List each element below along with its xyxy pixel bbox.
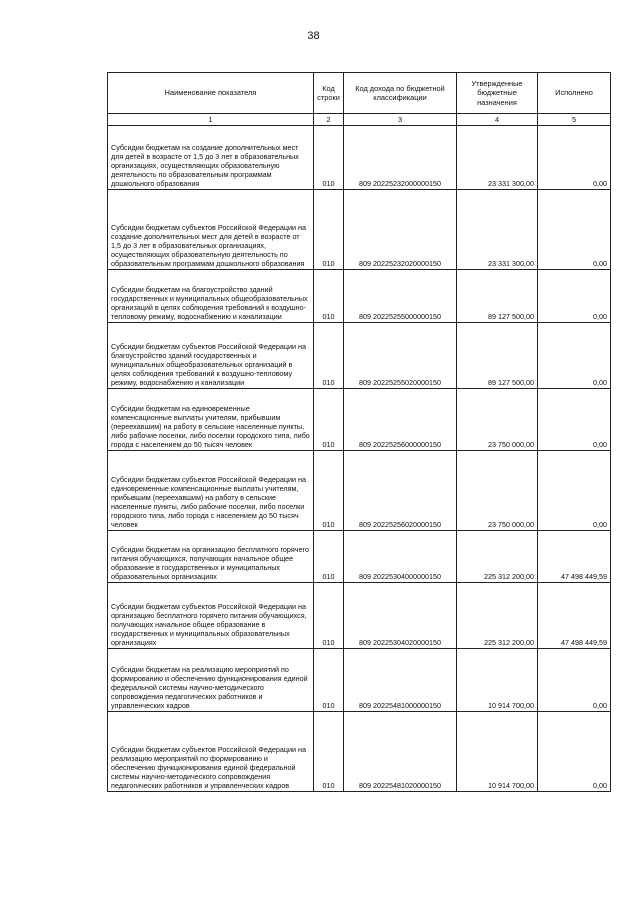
row-approved-cell: 225 312 200,00: [457, 583, 538, 649]
row-name-cell: Субсидии бюджетам субъектов Российской Федерации на создание дополнительных мест для детей в возрасте от 1,5 до 3 лет в образовательных организациях, осуществляющих образовательную деятельность по образовательным программам дошкольного образования: [108, 190, 314, 270]
row-approved-cell: 23 331 300,00: [457, 126, 538, 190]
row-executed-cell: 0,00: [538, 389, 611, 451]
row-executed-cell: 0,00: [538, 649, 611, 712]
row-name-cell: Субсидии бюджетам на создание дополнительных мест для детей в возрасте от 1,5 до 3 лет в образовательных организациях, осуществляющих образовательную деятельность по образовательным программам дошкольного образования: [108, 126, 314, 190]
row-line-code-cell: 010: [314, 451, 344, 531]
row-executed-cell: 47 498 449,59: [538, 583, 611, 649]
table-row: [108, 323, 611, 389]
row-income-code-cell: 809 20225232000000150: [344, 126, 457, 190]
row-line-code-cell: 010: [314, 323, 344, 389]
budget-report-table: [107, 72, 611, 792]
column-number: 3: [344, 114, 457, 126]
row-executed-cell: 0,00: [538, 451, 611, 531]
row-income-code-cell: 809 20225481000000150: [344, 649, 457, 712]
table-body: [108, 126, 611, 792]
header-name: Наименование показателя: [108, 73, 314, 114]
row-income-code-cell: 809 20225255020000150: [344, 323, 457, 389]
row-name-cell: Субсидии бюджетам субъектов Российской Федерации на организацию бесплатного горячего питания обучающихся, получающих начальное общее образование в государственных и муниципальных образовательных организациях: [108, 583, 314, 649]
row-income-code-cell: 809 20225256000000150: [344, 389, 457, 451]
row-approved-cell: 10 914 700,00: [457, 712, 538, 792]
row-line-code-cell: 010: [314, 583, 344, 649]
row-name-cell: Субсидии бюджетам субъектов Российской Федерации на единовременные компенсационные выплаты учителям, прибывшим (переехавшим) на работу в сельские населенные пункты, либо рабочие поселки, либо поселки городского типа, либо города с населением до 50 тысяч человек: [108, 451, 314, 531]
row-executed-cell: 0,00: [538, 190, 611, 270]
row-approved-cell: 23 331 300,00: [457, 190, 538, 270]
row-line-code-cell: 010: [314, 190, 344, 270]
row-income-code-cell: 809 20225255000000150: [344, 270, 457, 323]
row-income-code-cell: 809 20225481020000150: [344, 712, 457, 792]
row-name-cell: Субсидии бюджетам субъектов Российской Федерации на благоустройство зданий государственных и муниципальных общеобразовательных организаций в целях соблюдения требований к воздушно-тепловому режиму, водоснабжению и канализации: [108, 323, 314, 389]
row-executed-cell: 0,00: [538, 712, 611, 792]
table-row: [108, 190, 611, 270]
row-executed-cell: 0,00: [538, 323, 611, 389]
column-number: 2: [314, 114, 344, 126]
row-income-code-cell: 809 20225232020000150: [344, 190, 457, 270]
column-number: 4: [457, 114, 538, 126]
table-row: [108, 583, 611, 649]
row-line-code-cell: 010: [314, 126, 344, 190]
row-line-code-cell: 010: [314, 649, 344, 712]
row-line-code-cell: 010: [314, 712, 344, 792]
header-line-code: Код строки: [314, 73, 344, 114]
row-approved-cell: 23 750 000,00: [457, 389, 538, 451]
row-income-code-cell: 809 20225304000000150: [344, 531, 457, 583]
row-approved-cell: 89 127 500,00: [457, 270, 538, 323]
row-line-code-cell: 010: [314, 389, 344, 451]
row-name-cell: Субсидии бюджетам на реализацию мероприятий по формированию и обеспечению функционирования единой федеральной системы научно-методического сопровождения педагогических работников и управленческих кадров: [108, 649, 314, 712]
table-row: [108, 451, 611, 531]
column-number: 1: [108, 114, 314, 126]
column-number: 5: [538, 114, 611, 126]
row-executed-cell: 0,00: [538, 270, 611, 323]
column-number-row: [108, 114, 611, 126]
row-approved-cell: 225 312 200,00: [457, 531, 538, 583]
row-approved-cell: 89 127 500,00: [457, 323, 538, 389]
row-income-code-cell: 809 20225256020000150: [344, 451, 457, 531]
row-approved-cell: 10 914 700,00: [457, 649, 538, 712]
header-row: [108, 73, 611, 114]
table-row: [108, 649, 611, 712]
table-row: [108, 712, 611, 792]
table-row: [108, 389, 611, 451]
row-executed-cell: 0,00: [538, 126, 611, 190]
row-name-cell: Субсидии бюджетам на организацию бесплатного горячего питания обучающихся, получающих начальное общее образование в государственных и муниципальных образовательных организациях: [108, 531, 314, 583]
row-line-code-cell: 010: [314, 531, 344, 583]
row-income-code-cell: 809 20225304020000150: [344, 583, 457, 649]
page-number: 38: [307, 30, 320, 42]
row-line-code-cell: 010: [314, 270, 344, 323]
row-name-cell: Субсидии бюджетам субъектов Российской Федерации на реализацию мероприятий по формированию и обеспечению функционирования единой федеральной системы научно-методического сопровождения педагогических работников и управленческих кадров: [108, 712, 314, 792]
row-name-cell: Субсидии бюджетам на единовременные компенсационные выплаты учителям, прибывшим (переехавшим) на работу в сельские населенные пункты, либо рабочие поселки, либо поселки городского типа, либо города с населением до 50 тысяч человек: [108, 389, 314, 451]
row-approved-cell: 23 750 000,00: [457, 451, 538, 531]
table-row: [108, 270, 611, 323]
header-executed: Исполнено: [538, 73, 611, 114]
header-approved: Утвержденные бюджетные назначения: [457, 73, 538, 114]
row-executed-cell: 47 498 449,59: [538, 531, 611, 583]
header-income-code: Код дохода по бюджетной классификации: [344, 73, 457, 114]
table-row: [108, 531, 611, 583]
row-name-cell: Субсидии бюджетам на благоустройство зданий государственных и муниципальных общеобразовательных организаций в целях соблюдения требований к воздушно-тепловому режиму, водоснабжению и канализации: [108, 270, 314, 323]
table-row: [108, 126, 611, 190]
